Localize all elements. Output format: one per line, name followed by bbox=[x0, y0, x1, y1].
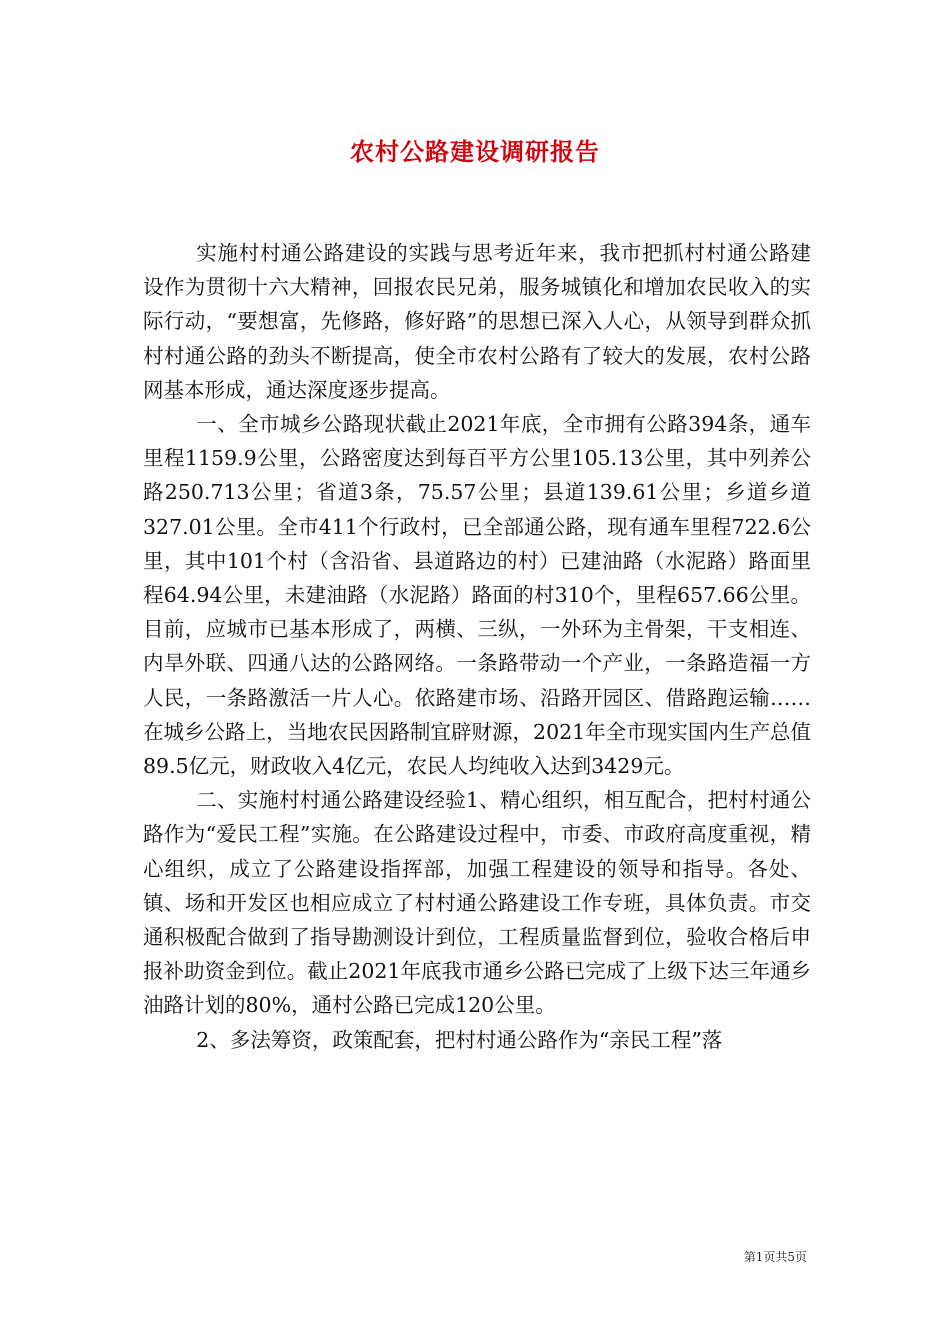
document-title: 农村公路建设调研报告 bbox=[350, 137, 600, 166]
document-body bbox=[143, 236, 811, 1057]
paragraph-section-1: 一、全市城乡公路现状截止2021年底，全市拥有公路394条，通车里程1159.9公里，公路密度达到每百平方公里105.13公里，其中列养公路250.713公里；省道3条，75.57公里；县道139.61公里；乡道乡道327.01公里。全市411个行政村，已全部通公路，现有通车里程722.6公里，其中101个村（含沿省、县道路边的村）已建油路（水泥路）路面里程64.94公里，未建油路（水泥路）路面的村310个，里程657.66公里。目前，应城市已基本形成了，两横、三纵，一外环为主骨架，干支相连、内旱外联、四通八达的公路网络。一条路带动一个产业，一条路造福一方人民，一条路激活一片人心。依路建市场、沿路开园区、借路跑运输……在城乡公路上，当地农民因路制宜辟财源，2021年全市现实国内生产总值89.5亿元，财政收入4亿元，农民人均纯收入达到3429元。 bbox=[143, 412, 811, 779]
paragraph-section-2-item-2: 2、多法筹资，政策配套，把村村通公路作为“亲民工程”落 bbox=[196, 1027, 723, 1052]
page-number-footer: 第1页共5页 bbox=[743, 1250, 807, 1264]
paragraph-intro: 实施村村通公路建设的实践与思考近年来，我市把抓村村通公路建设作为贯彻十六大精神，回报农民兄弟，服务城镇化和增加农民收入的实际行动，“要想富，先修路，修好路”的思想已深入人心，从领导到群众抓村村通公路的劲头不断提高，使全市农村公路有了较大的发展，农村公路网基本形成，通达深度逐步提高。 bbox=[143, 241, 811, 402]
paragraph-section-2: 二、实施村村通公路建设经验1、精心组织，相互配合，把村村通公路作为“爱民工程”实施。在公路建设过程中，市委、市政府高度重视，精心组织，成立了公路建设指挥部，加强工程建设的领导和指导。各处、镇、场和开发区也相应成立了村村通公路建设工作专班，具体负责。市交通积极配合做到了指导勘测设计到位，工程质量监督到位，验收合格后申报补助资金到位。截止2021年底我市通乡公路已完成了上级下达三年通乡油路计划的80%，通村公路已完成120公里。 bbox=[143, 788, 811, 1018]
